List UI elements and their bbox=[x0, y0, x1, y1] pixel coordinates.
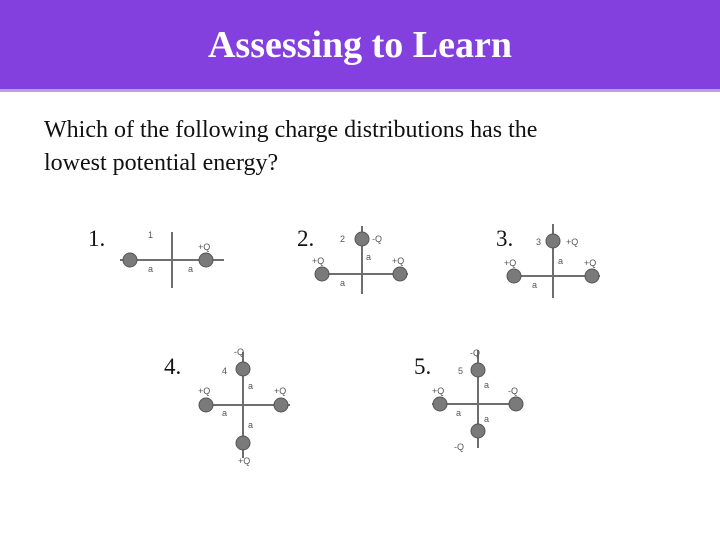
charge-label-right: +Q bbox=[274, 386, 287, 396]
option-1-number: 1. bbox=[88, 226, 106, 251]
option-5-diagram bbox=[424, 344, 524, 456]
charge-label-top: -Q bbox=[234, 347, 244, 357]
diagram-label: 2 bbox=[340, 234, 346, 244]
question-text bbox=[44, 114, 664, 180]
charge-top bbox=[471, 363, 485, 377]
charge-label-left: +Q bbox=[312, 256, 325, 266]
spacing-label: a bbox=[484, 414, 490, 424]
charge-top bbox=[546, 234, 560, 248]
option-2-number: 2. bbox=[297, 226, 315, 251]
charge-right bbox=[199, 253, 213, 267]
charge-top bbox=[236, 362, 250, 376]
charge-label-right: +Q bbox=[584, 258, 597, 268]
charge-right bbox=[393, 267, 407, 281]
charge-label-top: -Q bbox=[372, 234, 382, 244]
spacing-label: a bbox=[340, 278, 346, 288]
charge-right bbox=[585, 269, 599, 283]
diagram-label: 4 bbox=[222, 366, 228, 376]
option-1-diagram bbox=[112, 222, 232, 294]
diagram-label: 5 bbox=[458, 366, 464, 376]
option-3-diagram bbox=[500, 222, 610, 300]
charge-bottom bbox=[236, 436, 250, 450]
charge-left bbox=[507, 269, 521, 283]
spacing-label: a bbox=[148, 264, 154, 274]
option-5-number: 5. bbox=[414, 354, 432, 379]
charge-label-bottom: -Q bbox=[454, 442, 464, 452]
spacing-label: a bbox=[558, 256, 564, 266]
charge-label-right: +Q bbox=[392, 256, 405, 266]
title-bar bbox=[0, 0, 720, 92]
option-2-diagram bbox=[308, 222, 418, 298]
spacing-label: a bbox=[248, 420, 254, 430]
option-3-number: 3. bbox=[496, 226, 514, 251]
charge-left bbox=[433, 397, 447, 411]
option-4-number: 4. bbox=[164, 354, 182, 379]
charge-label-top: -Q bbox=[470, 348, 480, 358]
spacing-label: a bbox=[366, 252, 372, 262]
charge-right bbox=[274, 398, 288, 412]
charge-label-right: +Q bbox=[198, 242, 211, 252]
question-line-2: lowest potential energy? bbox=[44, 150, 279, 176]
charge-left bbox=[123, 253, 137, 267]
question-line-1: Which of the following charge distributions has the bbox=[44, 117, 538, 143]
slide-title: Assessing to Learn bbox=[207, 24, 513, 66]
spacing-label: a bbox=[532, 280, 538, 290]
charge-right bbox=[509, 397, 523, 411]
charge-label-top: +Q bbox=[566, 237, 579, 247]
diagram-label: 1 bbox=[148, 230, 154, 240]
spacing-label: a bbox=[248, 381, 254, 391]
spacing-label: a bbox=[484, 380, 490, 390]
charge-label-bottom: +Q bbox=[238, 456, 251, 466]
charge-top bbox=[355, 232, 369, 246]
charge-label-left: +Q bbox=[432, 386, 445, 396]
spacing-label: a bbox=[456, 408, 462, 418]
charge-left bbox=[199, 398, 213, 412]
diagram-label: 3 bbox=[536, 237, 542, 247]
option-4-diagram bbox=[194, 344, 298, 468]
charge-label-left: +Q bbox=[504, 258, 517, 268]
spacing-label: a bbox=[222, 408, 228, 418]
charge-label-left: +Q bbox=[198, 386, 211, 396]
spacing-label: a bbox=[188, 264, 194, 274]
charge-left bbox=[315, 267, 329, 281]
charge-bottom bbox=[471, 424, 485, 438]
charge-label-right: -Q bbox=[508, 386, 518, 396]
